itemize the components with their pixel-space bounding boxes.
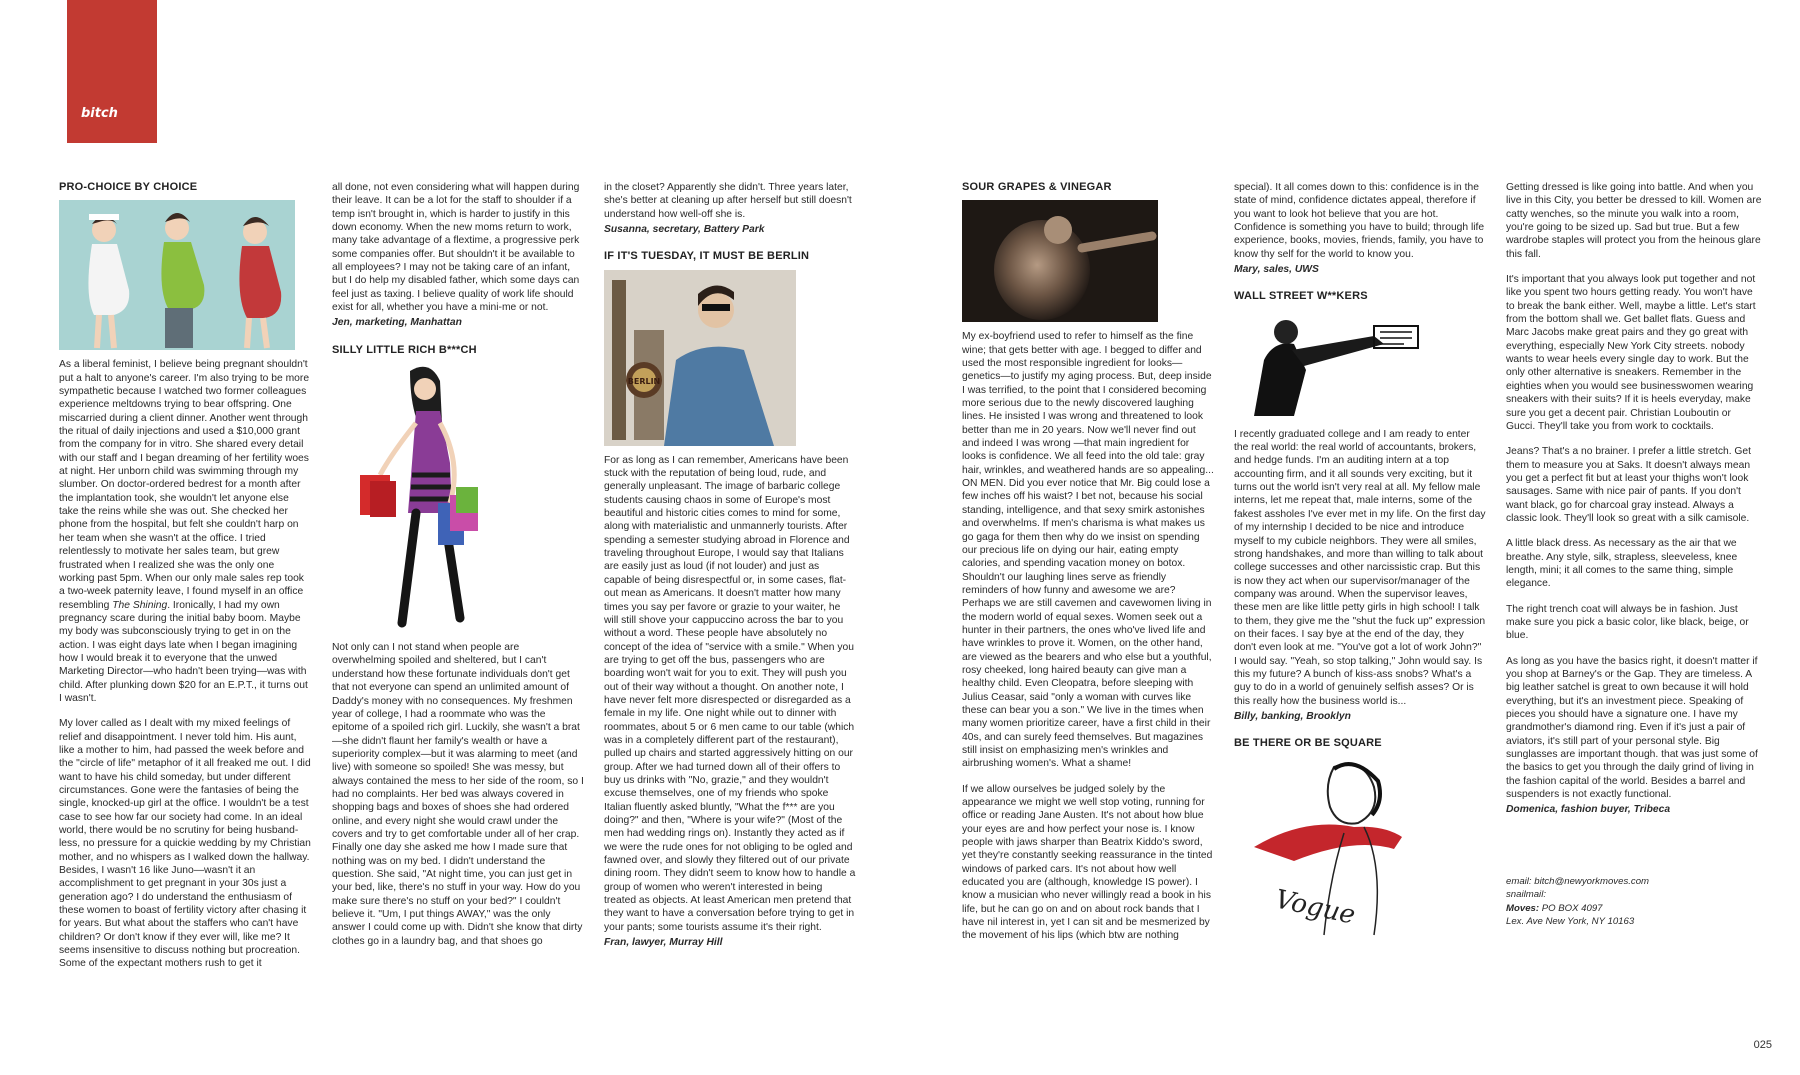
column-5 xyxy=(1234,181,1486,1001)
section-tab-label: bitch xyxy=(81,106,118,121)
signature-mary: Mary, sales, UWS xyxy=(1234,264,1319,276)
article-wall-street: I recently graduated college and I am ready to enter the real world: the real world of accountants, brokers, and hedge funds. I'm an auditing intern at a top accounting firm, and it all sounds very exciting, but it turns out the world isn't very real at all. My fellow male interns, let me repeat that, male interns, some of the fakest assholes I've ever met in my life. On the first day of my internship I decided to be nice and introduce myself to my cubicle neighbors. They were all smiles, strong handshakes, and more than willing to talk about college successes and other narcissistic crap. But this is now they act when our supervisor/manager of the company was around. When the supervisor leaves, these men are like little petty girls in high school! I talk to them, they give me the "shut the fuck up" expression on their faces. I say bye at the end of the day, they don't even look at me. "You've got a lot of work John?" I would say. "Yeah, so stop talking," John would say. Is this my future? A bunch of kiss-ass snobs? What's a guy to do in a world of genuinely selfish asses? Or is this really how the business world is... xyxy=(1234,428,1486,707)
article-sour-grapes-p1: My ex-boyfriend used to refer to himself as the fine wine; that gets better with age. I begged to differ and used the most responsible ingredient for looks—genetics—to justify my aging process. But, deep inside I was terrified, to the point that I considered becoming more serious due to the newly discovered laughing lines. He insisted I was wrong and threatened to look better than me in 20 years. Now we'll never find out and indeed I was wrong —that main ingredient for looks is confidence. We all feed into the old tale: gray hair, wrinkles, and weathered hands are so appealing... ON MEN. Did you ever notice that Mr. Big could lose a few inches off his waist? I bet not, because his social standing, intelligence, and that sexy smirk astonishes and overwhelms. If men's charisma is what makes us go gaga for them then why do we insist on spending our precious life on dying our hair, eating empty calories, and spending vacation money on botox. Shouldn't our laughing lines serve as friendly reminders of how funny and awesome we are? Perhaps we are still cavemen and cavewomen living in the modern world of equal sexes. Women seek out a hunter in their partners, the ones who've lived life and have wrinkles to prove it. Women, on the other hand, are viewed as the bearers and who else but a youthful, rosy cheeked, long haired beauty can give man a healthy child. Even Cleopatra, before sleeping with Julius Ceasar, said "only a woman with curves like these can bear you a son." We live in the times when many women prioritize career, have a first child in their 40s, and can surely feed themselves. But magazines still insist on emphasizing men's wrinkles and airbrushing women's. What a shame! xyxy=(962,331,1214,770)
pregnant-women-illustration xyxy=(59,200,295,350)
column-1 xyxy=(59,181,311,1001)
article-rich-girl: Not only can I not stand when people are overwhelming spoiled and sheltered, but I can't understand how these fortunate individuals don't get that not everyone can spend an unlimited amount of Daddy's money with no consequences. My freshmen year of college, I had a roommate who was the epitome of a spoiled rich girl. Luckily, she wasn't a brat—she didn't flaunt her family's wealth or have a superiority complex—but it was alarming to meet (and live) with someone so spoiled! She was messy, but always contained the mess to her side of the room, so I had no complaints. Her bed was always covered in shopping bags and boxes of shoes she had ordered online, and every night she would crawl under the covers and try to get comfortable under all of her crap. Finally one day she asked me how I made sure that nothing was on my bed. I didn't understand the question. She said, "At night time, you can just get in your bed, like, there's no stuff in your way. How do you make sure there's no stuff on your bed?" I couldn't believe it. "Um, I put things AWAY," was the only answer I could come up with. Didn't she know that dirty clothes go in a laundry bag, and that shoes go xyxy=(332,642,584,947)
contact-address: Lex. Ave New York, NY 10163 xyxy=(1506,916,1635,928)
businessman-sketch xyxy=(1234,310,1424,420)
signature-fran: Fran, lawyer, Murray Hill xyxy=(604,937,723,949)
column-4 xyxy=(962,181,1214,1001)
article-berlin: For as long as I can remember, Americans have been stuck with the reputation of being loud, rude, and generally unpleasant. The image of barbaric college students causing chaos in some of Europe's most beautiful and historic cities comes to mind for some, along with materialistic and unmannerly tourists. After spending a semester studying abroad in Florence and traveling throughout Europe, I would say that Italians are easily just as loud (if not louder) and just as capable of being disrespectful or, in some cases, flat-out mean as Americans. It doesn't matter how many times you say per favore or grazie to your waiter, he will still shove your cappuccino across the bar to you without a word. These people have absolutely no concept of the idea of "service with a smile." When you are trying to get off the bus, passengers who are boarding won't wait for you to exit. They will push you out of their way without a thought. On another note, I have never felt more disrespected or disregarded as a female in my life. One night while out to dinner with roommates, about 5 or 6 men came to our table (which was in a completely different part of the restaurant), pulled up chairs and started aggressively hitting on our group. After we had turned down all of their offers to buy us drinks with "No, grazie," and they wouldn't excuse themselves, one of my friends who spoke Italian fluently asked bluntly, "What the f*** are you doing?" and then, "Where is your wife?" (Most of the men had wedding rings on). Instantly they acted as if we were the rude ones for not obliging to be ogled and fawned over, and slowly they filtered out of our private dining room. They didn't seem to know how to handle a group of women who weren't interested in being treated as objects. At least American men pretend that they want to have a conversation before trying to get in your pants; some tourists assume it's their right. xyxy=(604,454,856,933)
heading-sour-grapes: SOUR GRAPES & VINEGAR xyxy=(962,181,1112,193)
signature-susanna: Susanna, secretary, Battery Park xyxy=(604,224,765,236)
column-2 xyxy=(332,181,584,1001)
contact-snailmail-label: snailmail: xyxy=(1506,889,1546,901)
article-fashion-p3: Jeans? That's a no brainer. I prefer a little stretch. Get them to measure you at Saks. It doesn't always mean you get a perfect fit but at least your thighs won't look sausages. Same with nice pair of pants. If you don't want black, go for charcoal gray instead. Always a classic look. They'll look so great with a silk camisole. xyxy=(1506,446,1752,524)
heading-pro-choice: PRO-CHOICE BY CHOICE xyxy=(59,181,198,193)
signature-billy: Billy, banking, Brooklyn xyxy=(1234,710,1351,722)
berlin-sticker-text: BERLIN xyxy=(627,376,661,386)
article-fashion-p2: It's important that you always look put together and not like you spent two hours getting ready. You won't have to break the bank either. Well, maybe a little. Let's start from the bottom shall we. Get ballet flats. Guess and Marc Jacobs make great pairs and they go great with everything, especially New York City streets. nobody wants to wear heels every single day to work. But the only other alternative is sneakers. Remember in the eighties when you would see businesswomen wearing sneakers with their suits? If it is heels everyday, make sure you get a decent pair. Christian Louboutin or Gucci. They'll take you from work to cocktails. xyxy=(1506,274,1756,432)
berlin-tourist-illustration xyxy=(604,270,796,446)
article-pro-choice-p2: My lover called as I dealt with my mixed feelings of relief and disappointment. I never told him. His aunt, like a mother to him, had passed the week before and the "circle of life" metaphor of it all freaked me out. I did want to have his child someday, but under different circumstances. Gone were the fantasies of being the single, knocked-up girl at the office. I wouldn't be a test case to see how far our society had come. In an ideal world, there would be no scrutiny for being husband-less, no pressure for a quickie wedding by my Christian mother, and no whispers as I walked down the hallway. Besides, I wasn't 16 like Juno—wasn't it an accomplishment to get pregnant in your 30s just a generation ago? I do understand the enthusiasm of these women to boast of fertility victory after chasing it for years. But what about the staffers who can't have children? Or don't know if they ever will, like me? It seems insensitive to discuss nothing but procreation. Some of the expectant mothers rush to get it xyxy=(59,718,311,970)
article-fashion-p5: The right trench coat will always be in fashion. Just make sure you pick a basic color, like black, beige, or blue. xyxy=(1506,603,1749,642)
contact-pobox-number: PO BOX 4097 xyxy=(1539,902,1603,914)
heading-rich-girl: SILLY LITTLE RICH B***CH xyxy=(332,343,477,356)
signature-domenica: Domenica, fashion buyer, Tribeca xyxy=(1506,804,1671,816)
shopping-woman-illustration xyxy=(332,363,582,633)
shining-title: The Shining xyxy=(112,599,168,611)
contact-block xyxy=(1506,875,1762,929)
column-6 xyxy=(1506,181,1762,1001)
vogue-fashion-sketch xyxy=(1234,757,1434,937)
contact-moves-label: Moves: xyxy=(1506,902,1540,914)
article-pro-choice-p1b: . Ironically, I had my own pregnancy scare during the initial baby boom. Maybe my body was subconsciously trying to get in on the action. I was eight days late when I began imagining how I would break it to everyone that the unwed Marketing Director—who hadn't been trying—was with child. After plunking down $20 for an E.P.T., it turns out I wasn't. xyxy=(59,599,308,704)
article-sour-grapes-end: special). It all comes down to this: confidence is in the state of mind, confidence dictates appeal, therefore if you want to look hot believe that you are hot. Confidence is something you have to build; through life experience, books, movies, friends, family, you have to know thy self for the world to know you. xyxy=(1234,182,1485,260)
heading-be-there: BE THERE OR BE SQUARE xyxy=(1234,737,1382,750)
article-fashion-p1: Getting dressed is like going into battle. And when you live in this City, you better be dressed to kill. Women are catty wenches, so the minute you walk into a room, you're going to be sized up. Sad but true. But a few wardrobe staples will protect you from the heinous glare this fall. xyxy=(1506,182,1762,260)
article-sour-grapes-p2: If we allow ourselves be judged solely by the appearance we might we well stop voting, running for office or reading Jane Austen. It's not about how blue your eyes are and how perfect your nose is. I know people with jaws sharper than Beatrix Kiddo's sword, yet they're constantly seeking reassurance in the tinted windows of parked cars. It's not about how well educated you are (although, knowledge IS power). I know a musician who never willingly read a book in his life, but he can go on and on about rock bands that I have nil interest in, yet I can sit and be mesmerized by the movement of his lips (which btw are nothing xyxy=(962,783,1213,942)
article-fashion-p6: As long as you have the basics right, it doesn't matter if you shop at Barney's or the Gap. They are timeless. A big leather satchel is great to own because it will hold everything, but it's an investment piece. Speaking of pieces you should have a signature one. I have my grandmother's diamond ring. Even if it's just a pair of aviators, it's still part of your personal style. Big sunglasses are important though. that was just some of the basics to get you through the daily grind of living in the fashion capital of the world. Besides a barrel and suspenders is not exactly functional. xyxy=(1506,655,1758,801)
heading-berlin: IF IT'S TUESDAY, IT MUST BE BERLIN xyxy=(604,250,810,263)
vogue-script: Vogue xyxy=(1272,884,1358,931)
contact-email[interactable]: email: bitch@newyorkmoves.com xyxy=(1506,875,1650,887)
article-pro-choice-p3: all done, not even considering what will happen during their leave. It can be a lot for the staff to shoulder if a temp isn't brought in, which is harder to justify in this down economy. When the new moms return to work, many take advantage of a flextime, a progressive perk some companies offer. But shouldn't it be available to all employees? I may not be taking care of an infant, but I do help my disabled father, which some days can feel just as taxing. I believe quality of work life should exist for all, whether you have a mini-me or not. xyxy=(332,182,580,314)
column-3 xyxy=(604,181,856,1001)
article-rich-girl-end: in the closet? Apparently she didn't. Three years later, she's better at cleaning up after herself but still doesn't understand how well-off she is. xyxy=(604,182,852,220)
signature-jen: Jen, marketing, Manhattan xyxy=(332,317,462,329)
article-pro-choice-p1: As a liberal feminist, I believe being pregnant shouldn't put a halt to anyone's career. I'm also trying to be more sympathetic because I watched two former colleagues experience meltdowns trying to bear offspring. One miscarried during a client dinner. Another went through the ritual of daily injections and used a $10,000 grant from the company for in vitro. She shared every detail with our staff and I began dreaming of her fertility woes at night. Her unborn child was swimming through my slumber. On doctor-ordered bedrest for a month after the implantation took, she wouldn't let anyone else take the reins while she was out. She checked her phone from the hospital, but felt she couldn't harp on her team when she wasn't at the office. I tried relentlessly to motivate her sales team, but grew frustrated when I realized she was the only one working past 5pm. When our only male sales rep took a two-week paternity leave, I found myself in an office resembling xyxy=(59,359,310,611)
contact-pobox xyxy=(1506,902,1762,916)
heading-wall-street: WALL STREET W**KERS xyxy=(1234,290,1368,303)
old-man-photo xyxy=(962,200,1158,322)
section-tab xyxy=(67,0,157,143)
page-number: 025 xyxy=(1753,1039,1772,1051)
article-fashion-p4: A little black dress. As necessary as the air that we breathe. Any style, silk, strapless, sleeveless, knee length, mini; it all comes to the same thing, simple elegance. xyxy=(1506,538,1738,590)
